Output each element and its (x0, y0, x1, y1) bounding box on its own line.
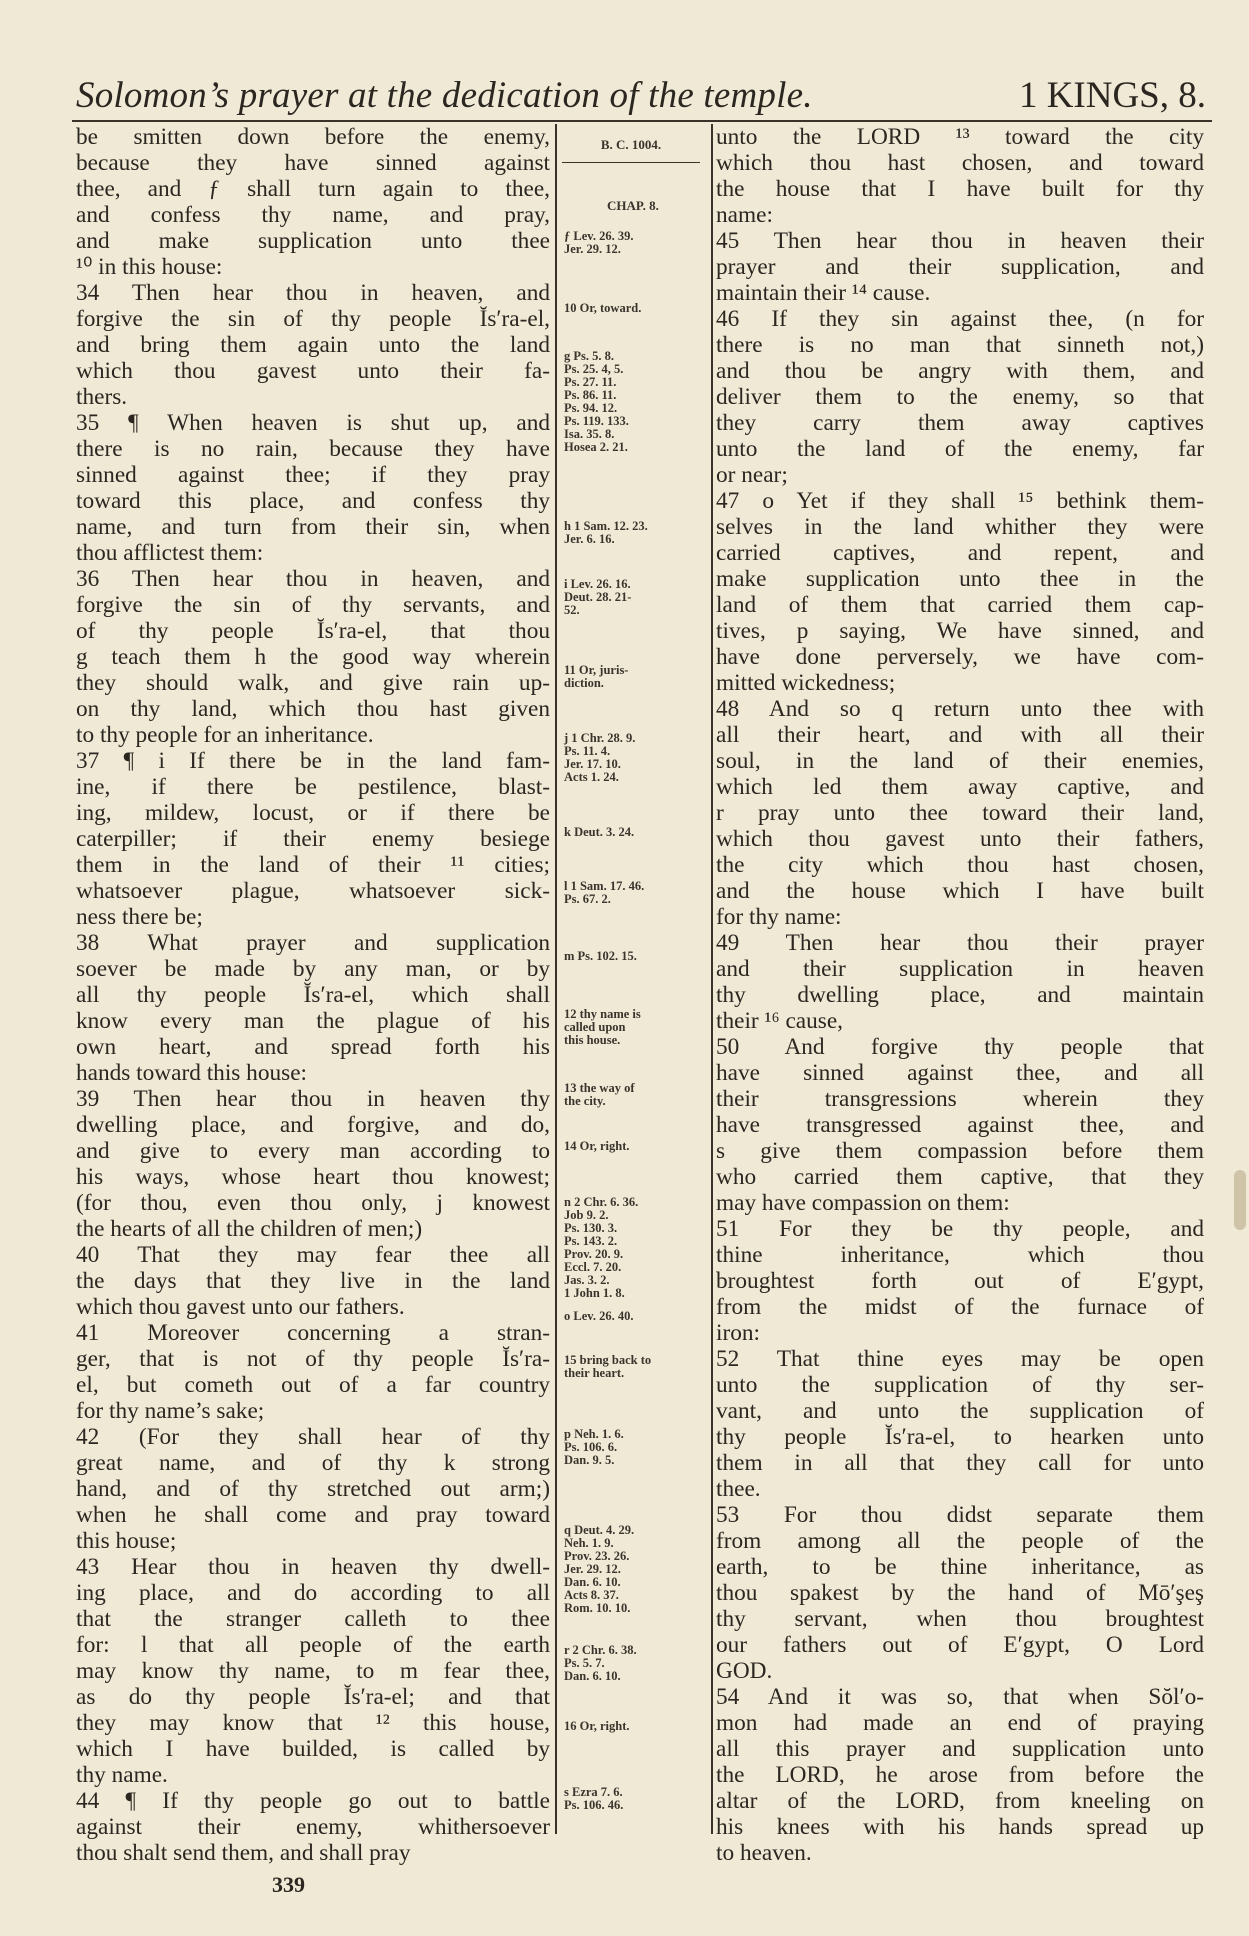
margin-note-line: Ps. 67. 2. (564, 892, 611, 906)
right-column-line: and their supplication in heaven (716, 956, 1204, 982)
margin-note-line: this house. (564, 1033, 621, 1047)
margin-note-line: Jer. 29. 12. (564, 242, 621, 256)
right-column-line: deliver them to the enemy, so that (716, 384, 1204, 410)
margin-note-line: 12 thy name is (564, 1007, 641, 1021)
left-column-line: 42 (For they shall hear of thy (76, 1424, 550, 1450)
margin-note-line: Eccl. 7. 20. (564, 1260, 622, 1274)
margin-note-line: 16 Or, right. (564, 1719, 630, 1733)
left-column-line: 36 Then hear thou in heaven, and (76, 566, 550, 592)
right-column-line: and the house which I have built (716, 878, 1204, 904)
right-column-line: maintain their ¹⁴ cause. (716, 280, 931, 306)
right-column-line: have transgressed against thee, and (716, 1112, 1204, 1138)
right-column-line: from the midst of the furnace of (716, 1294, 1204, 1320)
margin-note-line: q Deut. 4. 29. (564, 1523, 635, 1537)
left-column-line: may know thy name, to m fear thee, (76, 1658, 550, 1684)
left-column-line: thou shalt send them, and shall pray (76, 1840, 411, 1866)
left-column-line: his ways, whose heart thou knowest; (76, 1164, 550, 1190)
left-column-line: of thy people Ĭs′ra-el, that thou (76, 618, 550, 644)
right-column-line: 54 And it was so, that when Sŏl′o- (716, 1684, 1204, 1710)
margin-note-line: i Lev. 26. 16. (564, 577, 631, 591)
margin-note-line: the city. (564, 1094, 606, 1108)
left-column-line: thee, and ƒ shall turn again to thee, (76, 176, 550, 202)
margin-note (560, 578, 706, 617)
left-column-line: there is no rain, because they have (76, 436, 550, 462)
left-column-line: which thou gavest unto their fa- (76, 358, 550, 384)
margin-note-line: 52. (564, 603, 580, 617)
right-column-line: them in all that they call for unto (716, 1450, 1204, 1476)
left-column-line: for thy name’s sake; (76, 1398, 265, 1424)
margin-note (560, 1524, 706, 1615)
right-column-line: their ¹⁶ cause, (716, 1008, 844, 1034)
margin-note-line: Ps. 25. 4, 5. (564, 362, 624, 376)
left-column-line: the days that they live in the land (76, 1268, 550, 1294)
left-column-line: 38 What prayer and supplication (76, 930, 550, 956)
right-column-line: 47 o Yet if they shall ¹⁵ bethink them- (716, 488, 1204, 514)
page-edge-mark (1234, 1170, 1246, 1230)
page-header (72, 72, 1212, 122)
left-column-line: great name, and of thy k strong (76, 1450, 550, 1476)
margin-note-line: Dan. 6. 10. (564, 1669, 621, 1683)
right-column-line: may have compassion on them: (716, 1190, 1010, 1216)
margin-note-line: 11 Or, juris- (564, 663, 629, 677)
left-column-line: against their enemy, whithersoever (76, 1814, 550, 1840)
margin-note-line: their heart. (564, 1366, 625, 1380)
column-rule-left (555, 124, 557, 1834)
right-column-line: 48 And so q return unto thee with (716, 696, 1204, 722)
margin-note-line: s Ezra 7. 6. (564, 1785, 623, 1799)
margin-note (560, 1786, 706, 1812)
margin-note (560, 1354, 706, 1380)
left-column-line: thou afflictest them: (76, 540, 264, 566)
left-column-line: when he shall come and pray toward (76, 1502, 550, 1528)
margin-note-line: Ps. 143. 2. (564, 1234, 618, 1248)
right-column-line: have done perversely, we have com- (716, 644, 1204, 670)
left-column-line: soever be made by any man, or by (76, 956, 550, 982)
right-column-line: to heaven. (716, 1840, 812, 1866)
margin-note (560, 664, 706, 690)
margin-note-line: Rom. 10. 10. (564, 1601, 631, 1615)
margin-note-line: Ps. 27. 11. (564, 375, 617, 389)
margin-header (562, 124, 700, 163)
left-column-line: and confess thy name, and pray, (76, 202, 550, 228)
margin-note-line: 10 Or, toward. (564, 301, 642, 315)
margin-note-line: o Lev. 26. 40. (564, 1309, 634, 1323)
margin-note-line: Acts 1. 24. (564, 770, 619, 784)
right-column-line: thine inheritance, which thou (716, 1242, 1204, 1268)
right-column-line: there is no man that sinneth not,) (716, 332, 1204, 358)
margin-note-line: n 2 Chr. 6. 36. (564, 1195, 639, 1209)
date-label: B. C. 1004. (600, 137, 662, 152)
right-column-line: GOD. (716, 1658, 773, 1684)
left-column-line: which thou gavest unto our fathers. (76, 1294, 405, 1320)
right-column-line: or near; (716, 462, 788, 488)
right-column-line: which thou gavest unto their fathers, (716, 826, 1204, 852)
margin-note-line: m Ps. 102. 15. (564, 949, 637, 963)
margin-note-line: Prov. 20. 9. (564, 1247, 624, 1261)
left-column-line: 41 Moreover concerning a stran- (76, 1320, 550, 1346)
left-column-line: ness there be; (76, 904, 203, 930)
margin-note (560, 1428, 706, 1467)
right-column-line: altar of the LORD, from kneeling on (716, 1788, 1204, 1814)
left-column-line: the hearts of all the children of men;) (76, 1216, 423, 1242)
margin-note (560, 826, 706, 839)
left-column-line: dwelling place, and forgive, and do, (76, 1112, 550, 1138)
right-column-line: all this prayer and supplication unto (716, 1736, 1204, 1762)
margin-note (560, 880, 706, 906)
right-column-line: earth, to be thine inheritance, as (716, 1554, 1204, 1580)
margin-note-line: Ps. 106. 6. (564, 1440, 618, 1454)
right-column-line: prayer and their supplication, and (716, 254, 1204, 280)
left-column-line: 43 Hear thou in heaven thy dwell- (76, 1554, 550, 1580)
margin-note-line: called upon (564, 1020, 626, 1034)
margin-note (560, 230, 706, 256)
margin-note-line: 14 Or, right. (564, 1139, 630, 1153)
right-column-line: for thy name: (716, 904, 842, 930)
left-column-line: this house; (76, 1528, 177, 1554)
left-column-line: they should walk, and give rain up- (76, 670, 550, 696)
left-column-line: which I have builded, is called by (76, 1736, 550, 1762)
margin-note (560, 520, 706, 546)
margin-note-line: Prov. 23. 26. (564, 1549, 630, 1563)
right-column-line: 45 Then hear thou in heaven their (716, 228, 1204, 254)
left-column-line: ¹⁰ in this house: (76, 254, 223, 280)
right-column-line: land of them that carried them cap- (716, 592, 1204, 618)
margin-note-line: Jer. 6. 16. (564, 532, 615, 546)
left-column-line: ing place, and do according to all (76, 1580, 550, 1606)
margin-note (560, 1082, 706, 1108)
left-column-line: el, but cometh out of a far country (76, 1372, 550, 1398)
margin-note-line: g Ps. 5. 8. (564, 349, 614, 363)
left-column-line: all thy people Ĭs′ra-el, which shall (76, 982, 550, 1008)
right-column-line: 52 That thine eyes may be open (716, 1346, 1204, 1372)
left-column-line: that the stranger calleth to thee (76, 1606, 550, 1632)
left-column-line: hand, and of thy stretched out arm;) (76, 1476, 550, 1502)
margin-note-line: Deut. 28. 21- (564, 590, 632, 604)
margin-note-line: Acts 8. 37. (564, 1588, 619, 1602)
left-column-line: name, and turn from their sin, when (76, 514, 550, 540)
left-column-line: and make supplication unto thee (76, 228, 550, 254)
left-column-line: ger, that is not of thy people Ĭs′ra- (76, 1346, 550, 1372)
right-column-line: unto the land of the enemy, far (716, 436, 1204, 462)
margin-note-line: Dan. 6. 10. (564, 1575, 621, 1589)
right-column-line: r pray unto thee toward their land, (716, 800, 1204, 826)
margin-note-line: Jas. 3. 2. (564, 1273, 610, 1287)
right-column-line: broughtest forth out of E′gypt, (716, 1268, 1204, 1294)
margin-note (560, 1310, 706, 1323)
left-column-line: be smitten down before the enemy, (76, 124, 550, 150)
right-column-line: the house that I have built for thy (716, 176, 1204, 202)
right-column-line: our fathers out of E′gypt, O Lord (716, 1632, 1204, 1658)
right-column-line: have sinned against thee, and all (716, 1060, 1204, 1086)
margin-note-line: Jer. 29. 12. (564, 1562, 621, 1576)
left-column-line: caterpiller; if their enemy besiege (76, 826, 550, 852)
right-column-line: thy servant, when thou broughtest (716, 1606, 1204, 1632)
right-column-line: vant, and unto the supplication of (716, 1398, 1204, 1424)
right-column-line: 46 If they sin against thee, (n for (716, 306, 1204, 332)
margin-note (560, 302, 706, 315)
right-column-line: 53 For thou didst separate them (716, 1502, 1204, 1528)
left-column-line: 37 ¶ i If there be in the land fam- (76, 748, 550, 774)
margin-note (560, 732, 706, 784)
left-column-line: they may know that ¹² this house, (76, 1710, 550, 1736)
right-column-line: mon had made an end of praying (716, 1710, 1204, 1736)
left-column-line: them in the land of their ¹¹ cities; (76, 852, 550, 878)
right-column-line: they carry them away captives (716, 410, 1204, 436)
right-column-line: from among all the people of the (716, 1528, 1204, 1554)
left-column-line: know every man the plague of his (76, 1008, 550, 1034)
left-column-line: thers. (76, 384, 128, 410)
margin-column (560, 124, 706, 1864)
margin-note-line: r 2 Chr. 6. 38. (564, 1643, 637, 1657)
left-column-line: ing, mildew, locust, or if there be (76, 800, 550, 826)
margin-note-line: 13 the way of (564, 1081, 635, 1095)
left-column-line: to thy people for an inheritance. (76, 722, 374, 748)
margin-note (560, 950, 706, 963)
margin-note-line: Ps. 11. 4. (564, 744, 611, 758)
left-column-line: sinned against thee; if they pray (76, 462, 550, 488)
right-column-line: all their heart, and with all their (716, 722, 1204, 748)
left-column-line: 40 That they may fear thee all (76, 1242, 550, 1268)
margin-note-line: k Deut. 3. 24. (564, 825, 635, 839)
left-column-line: 39 Then hear thou in heaven thy (76, 1086, 550, 1112)
right-column-line: thee. (716, 1476, 761, 1502)
right-column-line: thou spakest by the hand of Mō′şeş (716, 1580, 1204, 1606)
right-column-line: unto the LORD ¹³ toward the city (716, 124, 1204, 150)
right-column-line: 49 Then hear thou their prayer (716, 930, 1204, 956)
right-column-line: the LORD, he arose from before the (716, 1762, 1204, 1788)
margin-note (560, 350, 706, 454)
left-column-line: whatsoever plague, whatsoever sick- (76, 878, 550, 904)
right-column-line: carried captives, and repent, and (716, 540, 1204, 566)
left-column-line: forgive the sin of thy servants, and (76, 592, 550, 618)
chapter-label: CHAP. 8. (607, 198, 659, 213)
right-column-line: and thou be angry with them, and (716, 358, 1204, 384)
margin-note-line: 15 bring back to (564, 1353, 652, 1367)
left-column-line: forgive the sin of thy people Ĭs′ra-el, (76, 306, 550, 332)
left-column-line: as do thy people Ĭs′ra-el; and that (76, 1684, 550, 1710)
left-column-line: and bring them again unto the land (76, 332, 550, 358)
margin-note (560, 1644, 706, 1683)
left-column-line: and give to every man according to (76, 1138, 550, 1164)
right-column-line: mitted wickedness; (716, 670, 896, 696)
margin-note-line: Ps. 5. 7. (564, 1656, 605, 1670)
right-column-line: 50 And forgive thy people that (716, 1034, 1204, 1060)
margin-note (560, 1720, 706, 1733)
margin-note-line: diction. (564, 676, 604, 690)
right-column-line: the city which thou hast chosen, (716, 852, 1204, 878)
right-column-line: tives, p saying, We have sinned, and (716, 618, 1204, 644)
margin-note (560, 1196, 706, 1300)
left-column-line: ine, if there be pestilence, blast- (76, 774, 550, 800)
left-column-line: thy name. (76, 1762, 168, 1788)
left-column-line: own heart, and spread forth his (76, 1034, 550, 1060)
right-column-line: who carried them captive, that they (716, 1164, 1204, 1190)
right-column-line: his knees with his hands spread up (716, 1814, 1204, 1840)
margin-note-line: Ps. 94. 12. (564, 401, 618, 415)
header-rule (72, 120, 1212, 122)
margin-note-line: h 1 Sam. 12. 23. (564, 519, 648, 533)
right-column-line: s give them compassion before them (716, 1138, 1204, 1164)
left-column-line: because they have sinned against (76, 150, 550, 176)
left-column-line: on thy land, which thou hast given (76, 696, 550, 722)
left-column-line: (for thou, even thou only, j knowest (76, 1190, 550, 1216)
right-column-line: name: (716, 202, 773, 228)
margin-note-line: Ps. 86. 11. (564, 388, 617, 402)
right-column-line: their transgressions wherein they (716, 1086, 1204, 1112)
margin-note-line: l 1 Sam. 17. 46. (564, 879, 645, 893)
right-column-line: selves in the land whither they were (716, 514, 1204, 540)
left-column-line: hands toward this house: (76, 1060, 308, 1086)
left-column-line: toward this place, and confess thy (76, 488, 550, 514)
margin-note (560, 1008, 706, 1047)
margin-note (560, 1140, 706, 1153)
margin-note-line: 1 John 1. 8. (564, 1286, 625, 1300)
right-text-column (716, 124, 1204, 1864)
right-column-line: which led them away captive, and (716, 774, 1204, 800)
right-column-line: thy dwelling place, and maintain (716, 982, 1204, 1008)
margin-note-line: Ps. 119. 133. (564, 414, 629, 428)
margin-note-line: Neh. 1. 9. (564, 1536, 614, 1550)
margin-note-line: ƒ Lev. 26. 39. (564, 229, 634, 243)
margin-note-line: Dan. 9. 5. (564, 1453, 615, 1467)
left-column-line: 44 ¶ If thy people go out to battle (76, 1788, 550, 1814)
right-column-line: which thou hast chosen, and toward (716, 150, 1204, 176)
margin-note-line: Isa. 35. 8. (564, 427, 615, 441)
margin-note-line: Ps. 106. 46. (564, 1798, 624, 1812)
left-column-line: for: l that all people of the earth (76, 1632, 550, 1658)
right-column-line: unto the supplication of thy ser- (716, 1372, 1204, 1398)
left-text-column (76, 124, 550, 1864)
left-column-line: g teach them h the good way wherein (76, 644, 550, 670)
right-column-line: 51 For they be thy people, and (716, 1216, 1204, 1242)
margin-note-line: p Neh. 1. 6. (564, 1427, 624, 1441)
column-rule-right (711, 124, 713, 1834)
margin-note-line: Jer. 17. 10. (564, 757, 621, 771)
right-column-line: thy people Ĭs′ra-el, to hearken unto (716, 1424, 1204, 1450)
right-column-line: soul, in the land of their enemies, (716, 748, 1204, 774)
margin-note-line: Ps. 130. 3. (564, 1221, 618, 1235)
left-column-line: 34 Then hear thou in heaven, and (76, 280, 550, 306)
page-number: 339 (272, 1872, 305, 1897)
running-title: Solomon’s prayer at the dedication of the temple. (76, 75, 813, 116)
right-column-line: iron: (716, 1320, 761, 1346)
margin-note-line: j 1 Chr. 28. 9. (564, 731, 636, 745)
margin-note-line: Job 9. 2. (564, 1208, 609, 1222)
book-chapter: 1 KINGS, 8. (1018, 75, 1206, 116)
right-column-line: make supplication unto thee in the (716, 566, 1204, 592)
margin-note-line: Hosea 2. 21. (564, 440, 628, 454)
left-column-line: 35 ¶ When heaven is shut up, and (76, 410, 550, 436)
